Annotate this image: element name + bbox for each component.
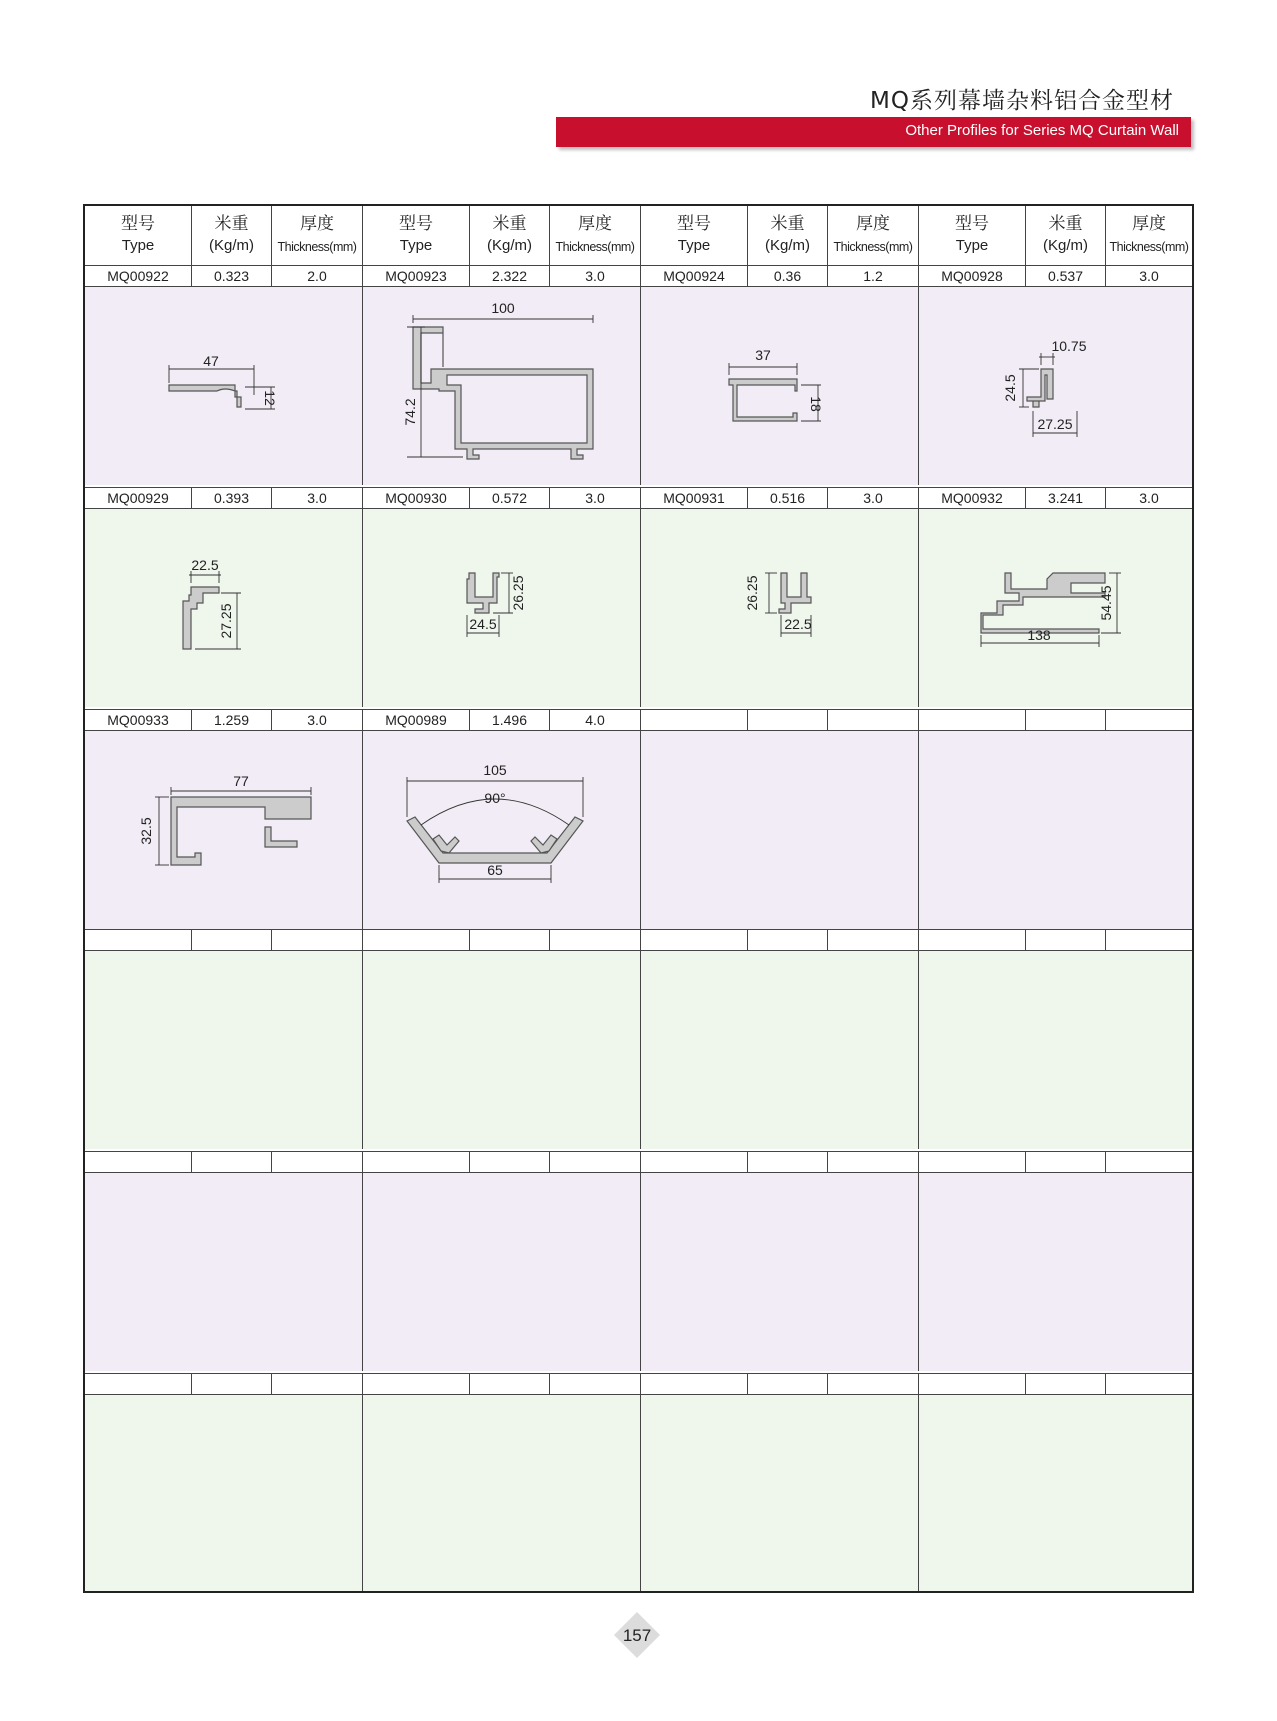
table-header-row — [85, 206, 1192, 267]
dimension-label: 74.2 — [402, 398, 418, 426]
type-cell: MQ00928 — [919, 266, 1026, 286]
page-number-badge — [612, 1610, 662, 1660]
header-thickness: 厚度 Thickness(mm) — [550, 206, 641, 266]
profile-drawing-mq00924 — [641, 287, 919, 485]
empty-cell — [192, 1152, 272, 1172]
empty-cell — [85, 1374, 192, 1394]
type-cell: MQ00933 — [85, 710, 192, 730]
header-weight: 米重 (Kg/m) — [1026, 206, 1106, 266]
dimension-label: 32.5 — [138, 817, 154, 845]
empty-cell — [828, 1152, 919, 1172]
empty-cell — [85, 930, 192, 950]
empty-info-row — [85, 1373, 1192, 1395]
empty-cell — [192, 930, 272, 950]
drawing-row — [85, 287, 1192, 485]
thickness-cell: 4.0 — [550, 710, 641, 730]
empty-cell — [85, 1152, 192, 1172]
type-cell: MQ00922 — [85, 266, 192, 286]
empty-cell — [470, 1374, 550, 1394]
header-type: 型号 Type — [363, 206, 470, 266]
weight-cell: 3.241 — [1026, 488, 1106, 508]
profile-catalog-table — [83, 204, 1194, 1593]
dimension-label: 12 — [262, 390, 278, 406]
dimension-label: 26.25 — [744, 575, 760, 611]
empty-drawing-row — [85, 1173, 1192, 1371]
profile-drawing-mq00922 — [85, 287, 363, 485]
drawing-row — [85, 509, 1192, 707]
weight-cell: 0.393 — [192, 488, 272, 508]
empty-drawing-cell — [919, 1173, 1192, 1371]
profile-drawing-mq00928 — [919, 287, 1192, 485]
page-title-english: Other Profiles for Series MQ Curtain Wall — [905, 122, 1179, 139]
profile-drawing-mq00923 — [363, 287, 641, 485]
dimension-label: 54.45 — [1098, 585, 1114, 621]
dimension-label: 37 — [755, 347, 771, 363]
empty-cell — [641, 930, 748, 950]
type-cell: MQ00923 — [363, 266, 470, 286]
drawing-row — [85, 731, 1192, 929]
type-cell — [641, 710, 748, 730]
dimension-label: 105 — [483, 762, 507, 778]
info-row — [85, 709, 1192, 731]
dimension-label: 47 — [203, 353, 219, 369]
dimension-label: 26.25 — [510, 575, 526, 611]
empty-cell — [363, 1374, 470, 1394]
empty-cell — [1026, 1374, 1106, 1394]
profile-drawing-mq00930 — [363, 509, 641, 707]
empty-cell — [272, 1152, 363, 1172]
dimension-label: 65 — [487, 862, 503, 878]
header-weight: 米重 (Kg/m) — [470, 206, 550, 266]
dimension-label: 10.75 — [1051, 338, 1087, 354]
thickness-cell: 3.0 — [272, 488, 363, 508]
type-cell: MQ00924 — [641, 266, 748, 286]
empty-drawing-cell — [85, 951, 363, 1149]
thickness-cell: 3.0 — [828, 488, 919, 508]
profile-drawing-mq00929 — [85, 509, 363, 707]
weight-cell: 2.322 — [470, 266, 550, 286]
header-type: 型号 Type — [641, 206, 748, 266]
weight-cell — [1026, 710, 1106, 730]
dimension-label: 22.5 — [784, 616, 812, 632]
empty-drawing-cell — [363, 951, 641, 1149]
empty-drawing-cell — [363, 1173, 641, 1371]
info-row — [85, 265, 1192, 287]
header-thickness: 厚度 Thickness(mm) — [1109, 214, 1189, 255]
empty-cell — [363, 1152, 470, 1172]
thickness-cell — [1106, 710, 1192, 730]
dimension-label: 27.25 — [218, 603, 234, 639]
weight-cell: 0.516 — [748, 488, 828, 508]
title-banner — [556, 117, 1191, 147]
empty-info-row — [85, 1151, 1192, 1173]
weight-cell — [748, 710, 828, 730]
dimension-label: 24.5 — [1002, 374, 1018, 402]
empty-drawing-cell — [85, 1395, 363, 1591]
empty-cell — [828, 1374, 919, 1394]
empty-cell — [919, 1374, 1026, 1394]
thickness-cell: 2.0 — [272, 266, 363, 286]
type-cell — [919, 710, 1026, 730]
empty-drawing-cell — [919, 731, 1192, 929]
type-cell: MQ00932 — [919, 488, 1026, 508]
empty-cell — [641, 1152, 748, 1172]
empty-cell — [272, 930, 363, 950]
weight-cell: 0.36 — [748, 266, 828, 286]
empty-drawing-cell — [641, 1395, 919, 1591]
empty-drawing-cell — [85, 1173, 363, 1371]
dimension-label: 77 — [233, 773, 249, 789]
empty-cell — [748, 1374, 828, 1394]
header-thickness: 厚度 Thickness(mm) — [272, 206, 363, 266]
weight-cell: 1.496 — [470, 710, 550, 730]
thickness-cell: 3.0 — [550, 266, 641, 286]
empty-cell — [550, 1374, 641, 1394]
empty-cell — [550, 930, 641, 950]
page-number: 157 — [622, 1626, 652, 1645]
thickness-cell: 3.0 — [550, 488, 641, 508]
thickness-cell: 3.0 — [1139, 268, 1159, 284]
empty-cell — [748, 930, 828, 950]
empty-cell — [1106, 1152, 1192, 1172]
empty-cell — [470, 930, 550, 950]
header-thickness: 厚度 Thickness(mm) — [828, 206, 919, 266]
weight-cell: 0.572 — [470, 488, 550, 508]
empty-drawing-row — [85, 1395, 1192, 1591]
empty-cell — [1106, 930, 1192, 950]
dimension-label: 22.5 — [191, 557, 219, 573]
thickness-cell — [828, 710, 919, 730]
empty-cell — [919, 930, 1026, 950]
empty-cell — [1026, 1152, 1106, 1172]
dimension-label: 100 — [491, 300, 515, 316]
empty-cell — [1106, 1374, 1192, 1394]
weight-cell: 0.323 — [192, 266, 272, 286]
empty-cell — [272, 1374, 363, 1394]
empty-cell — [641, 1374, 748, 1394]
type-cell: MQ00930 — [363, 488, 470, 508]
thickness-cell: 3.0 — [1139, 490, 1159, 506]
profile-drawing-mq00931 — [641, 509, 919, 707]
empty-cell — [192, 1374, 272, 1394]
dimension-label: 138 — [1027, 627, 1051, 643]
page-title-chinese: MQ系列幕墙杂料铝合金型材 — [870, 88, 1174, 114]
dimension-label: 24.5 — [469, 616, 497, 632]
empty-drawing-cell — [641, 951, 919, 1149]
empty-drawing-row — [85, 951, 1192, 1149]
empty-drawing-cell — [641, 1173, 919, 1371]
weight-cell: 0.537 — [1026, 266, 1106, 286]
empty-cell — [363, 930, 470, 950]
empty-cell — [828, 930, 919, 950]
empty-drawing-cell — [919, 1395, 1192, 1591]
empty-info-row — [85, 929, 1192, 951]
header-type: 型号 Type — [919, 206, 1026, 266]
empty-cell — [919, 1152, 1026, 1172]
empty-drawing-cell — [363, 1395, 641, 1591]
weight-cell: 1.259 — [192, 710, 272, 730]
type-cell: MQ00989 — [363, 710, 470, 730]
header-weight: 米重 (Kg/m) — [748, 206, 828, 266]
thickness-cell: 3.0 — [272, 710, 363, 730]
empty-cell — [470, 1152, 550, 1172]
header-weight: 米重 (Kg/m) — [192, 206, 272, 266]
thickness-cell: 1.2 — [828, 266, 919, 286]
dimension-label: 18 — [808, 396, 824, 412]
dimension-label: 27.25 — [1037, 416, 1073, 432]
profile-drawing-mq00989 — [363, 731, 641, 929]
empty-cell — [1026, 930, 1106, 950]
type-cell: MQ00929 — [85, 488, 192, 508]
header-type: 型号 Type — [85, 206, 192, 266]
angle-label: 90° — [484, 790, 506, 806]
empty-cell — [748, 1152, 828, 1172]
empty-cell — [550, 1152, 641, 1172]
type-cell: MQ00931 — [641, 488, 748, 508]
info-row — [85, 487, 1192, 509]
profile-drawing-mq00933 — [85, 731, 363, 929]
empty-drawing-cell — [919, 951, 1192, 1149]
empty-drawing-cell — [641, 731, 919, 929]
profile-drawing-mq00932 — [919, 509, 1192, 707]
